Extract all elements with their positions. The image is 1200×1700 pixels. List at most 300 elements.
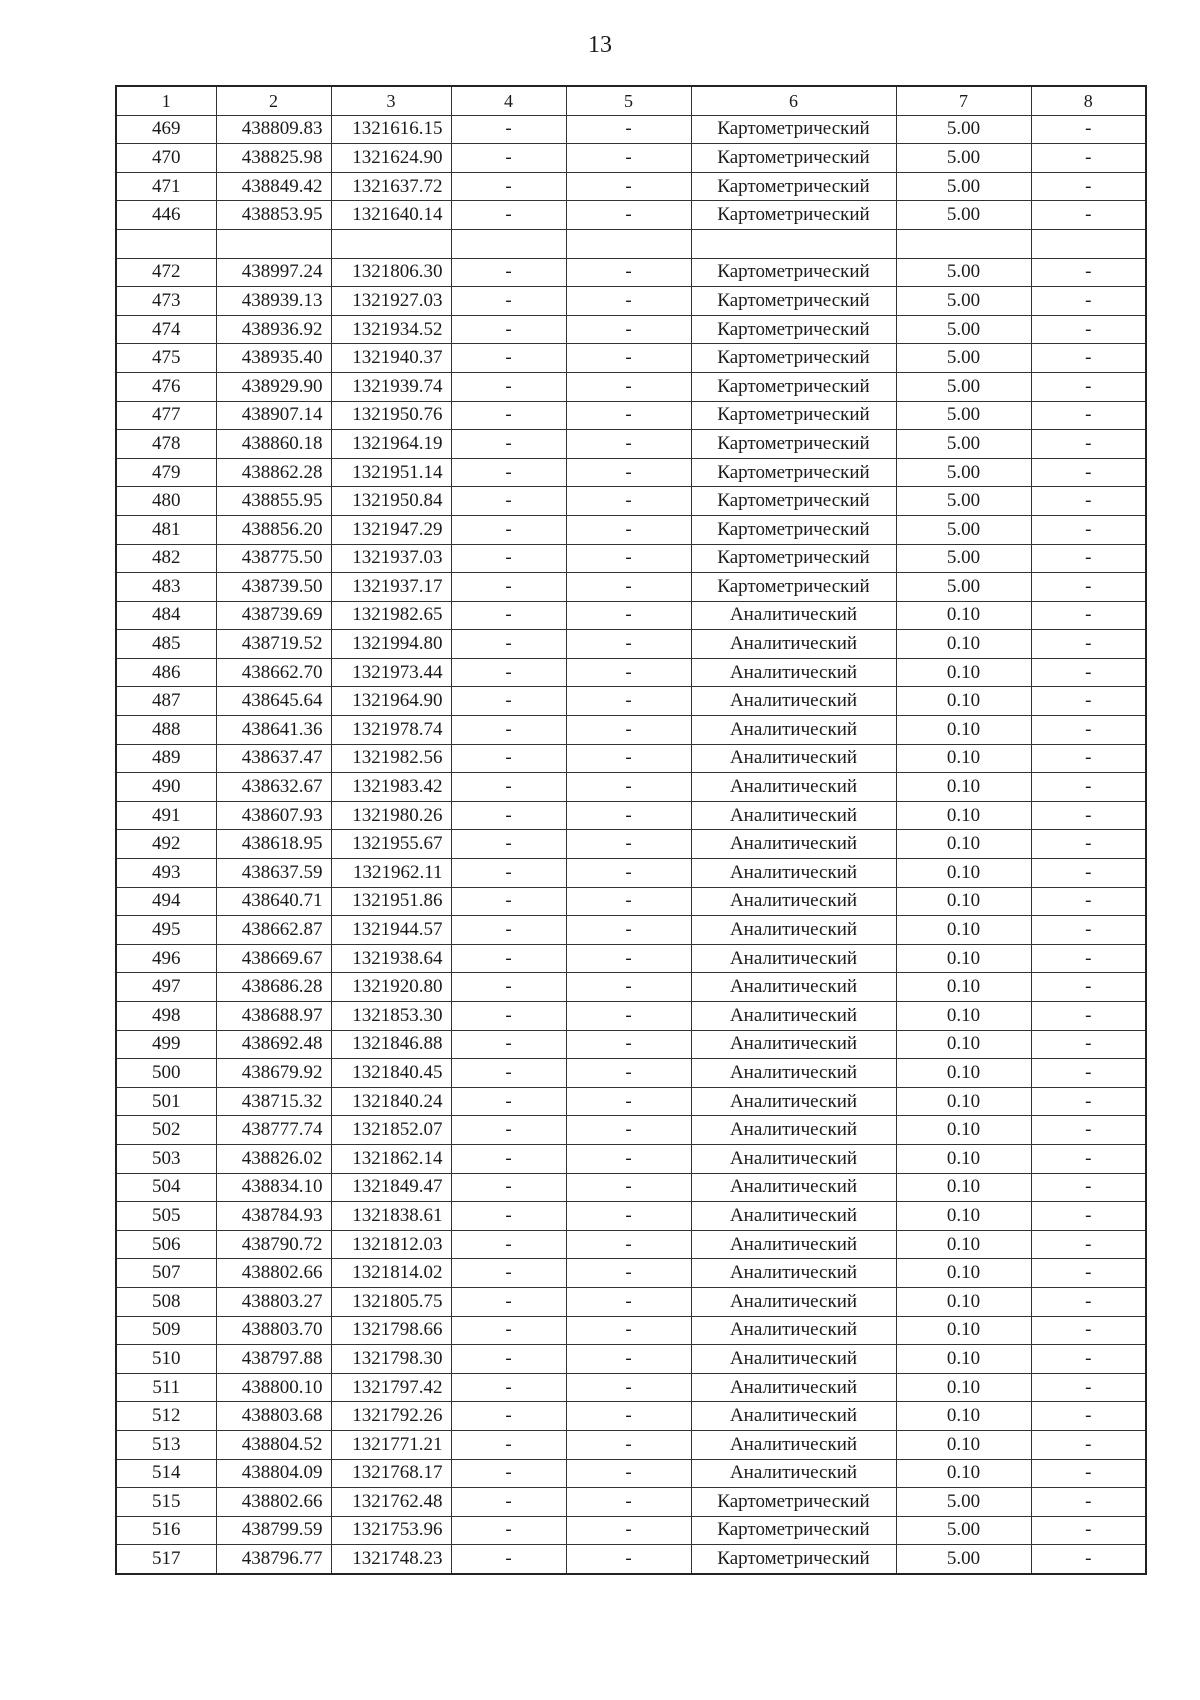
table-row (116, 916, 1146, 945)
table-row (116, 315, 1146, 344)
accuracy-cell: 5.00 (896, 458, 1031, 487)
column-8-cell: - (1031, 1516, 1146, 1545)
method-cell: Картометрический (691, 172, 896, 201)
point-number-cell: 510 (116, 1345, 216, 1374)
table-row (116, 1116, 1146, 1145)
table-row (116, 401, 1146, 430)
column-4-cell: - (451, 830, 566, 859)
method-cell: Аналитический (691, 1059, 896, 1088)
point-number-cell: 499 (116, 1030, 216, 1059)
column-8-cell: - (1031, 487, 1146, 516)
column-5-cell (566, 229, 691, 258)
column-5-cell: - (566, 172, 691, 201)
point-number-cell: 483 (116, 573, 216, 602)
column-4-cell: - (451, 315, 566, 344)
column-5-cell: - (566, 1516, 691, 1545)
column-8-cell: - (1031, 601, 1146, 630)
accuracy-cell: 0.10 (896, 1459, 1031, 1488)
y-coordinate-cell: 1321950.76 (331, 401, 451, 430)
column-8-cell: - (1031, 1173, 1146, 1202)
y-coordinate-cell: 1321805.75 (331, 1287, 451, 1316)
y-coordinate-cell: 1321920.80 (331, 973, 451, 1002)
x-coordinate-cell: 438775.50 (216, 544, 331, 573)
point-number-cell: 473 (116, 287, 216, 316)
column-4-cell: - (451, 658, 566, 687)
method-cell: Картометрический (691, 1545, 896, 1574)
accuracy-cell: 5.00 (896, 544, 1031, 573)
y-coordinate-cell: 1321798.66 (331, 1316, 451, 1345)
column-5-cell: - (566, 1345, 691, 1374)
column-5-cell: - (566, 1116, 691, 1145)
accuracy-cell: 5.00 (896, 1488, 1031, 1517)
accuracy-cell: 5.00 (896, 1545, 1031, 1574)
x-coordinate-cell: 438803.27 (216, 1287, 331, 1316)
point-number-cell: 477 (116, 401, 216, 430)
table-row (116, 830, 1146, 859)
column-5-cell: - (566, 1087, 691, 1116)
column-5-cell: - (566, 315, 691, 344)
column-8-cell: - (1031, 1144, 1146, 1173)
y-coordinate-cell: 1321944.57 (331, 916, 451, 945)
column-5-cell: - (566, 830, 691, 859)
table-row (116, 801, 1146, 830)
column-8-cell: - (1031, 1116, 1146, 1145)
coordinates-table (115, 85, 1147, 1575)
point-number-cell: 479 (116, 458, 216, 487)
method-cell: Картометрический (691, 544, 896, 573)
point-number-cell: 490 (116, 773, 216, 802)
table-row (116, 1459, 1146, 1488)
table-row (116, 430, 1146, 459)
column-5-cell: - (566, 744, 691, 773)
method-cell: Аналитический (691, 973, 896, 1002)
page-number: 13 (588, 32, 612, 58)
y-coordinate-cell: 1321964.90 (331, 687, 451, 716)
column-4-cell: - (451, 1430, 566, 1459)
column-5-cell: - (566, 687, 691, 716)
method-cell: Картометрический (691, 372, 896, 401)
column-4-cell: - (451, 1545, 566, 1574)
accuracy-cell: 5.00 (896, 1516, 1031, 1545)
point-number-cell: 469 (116, 115, 216, 144)
method-cell: Картометрический (691, 487, 896, 516)
column-8-cell: - (1031, 458, 1146, 487)
column-8-cell: - (1031, 1287, 1146, 1316)
column-8-cell: - (1031, 1316, 1146, 1345)
table-row (116, 1002, 1146, 1031)
x-coordinate-cell: 438679.92 (216, 1059, 331, 1088)
column-8-cell: - (1031, 716, 1146, 745)
x-coordinate-cell: 438688.97 (216, 1002, 331, 1031)
x-coordinate-cell: 438640.71 (216, 887, 331, 916)
table-row (116, 1402, 1146, 1431)
point-number-cell: 509 (116, 1316, 216, 1345)
column-4-cell: - (451, 1287, 566, 1316)
method-cell: Аналитический (691, 1345, 896, 1374)
column-5-cell: - (566, 1287, 691, 1316)
accuracy-cell: 5.00 (896, 515, 1031, 544)
accuracy-cell: 0.10 (896, 1202, 1031, 1231)
point-number-cell: 504 (116, 1173, 216, 1202)
column-4-cell: - (451, 515, 566, 544)
accuracy-cell: 0.10 (896, 687, 1031, 716)
column-4-cell: - (451, 630, 566, 659)
method-cell: Аналитический (691, 1259, 896, 1288)
column-4-cell: - (451, 544, 566, 573)
column-4-cell: - (451, 916, 566, 945)
column-4-cell: - (451, 115, 566, 144)
column-8-cell: - (1031, 658, 1146, 687)
y-coordinate-cell: 1321798.30 (331, 1345, 451, 1374)
column-4-cell: - (451, 973, 566, 1002)
table-row (116, 601, 1146, 630)
accuracy-cell: 0.10 (896, 1316, 1031, 1345)
column-5-cell: - (566, 1259, 691, 1288)
point-number-cell: 511 (116, 1373, 216, 1402)
y-coordinate-cell: 1321950.84 (331, 487, 451, 516)
table-row (116, 1144, 1146, 1173)
column-header-4: 4 (451, 86, 566, 115)
point-number-cell (116, 229, 216, 258)
method-cell: Аналитический (691, 630, 896, 659)
point-number-cell: 471 (116, 172, 216, 201)
column-5-cell: - (566, 430, 691, 459)
column-5-cell: - (566, 1488, 691, 1517)
column-5-cell: - (566, 1459, 691, 1488)
method-cell: Картометрический (691, 573, 896, 602)
table-row (116, 687, 1146, 716)
method-cell: Аналитический (691, 916, 896, 945)
accuracy-cell: 0.10 (896, 859, 1031, 888)
y-coordinate-cell: 1321748.23 (331, 1545, 451, 1574)
column-5-cell: - (566, 1059, 691, 1088)
column-4-cell: - (451, 287, 566, 316)
column-4-cell: - (451, 1230, 566, 1259)
column-8-cell: - (1031, 916, 1146, 945)
accuracy-cell: 0.10 (896, 1287, 1031, 1316)
y-coordinate-cell: 1321927.03 (331, 287, 451, 316)
column-4-cell: - (451, 887, 566, 916)
x-coordinate-cell: 438856.20 (216, 515, 331, 544)
y-coordinate-cell: 1321753.96 (331, 1516, 451, 1545)
y-coordinate-cell: 1321797.42 (331, 1373, 451, 1402)
column-5-cell: - (566, 1030, 691, 1059)
accuracy-cell: 0.10 (896, 887, 1031, 916)
column-4-cell: - (451, 401, 566, 430)
y-coordinate-cell: 1321640.14 (331, 201, 451, 230)
y-coordinate-cell: 1321838.61 (331, 1202, 451, 1231)
method-cell: Картометрический (691, 144, 896, 173)
column-8-cell: - (1031, 1345, 1146, 1374)
point-number-cell: 516 (116, 1516, 216, 1545)
column-5-cell: - (566, 544, 691, 573)
table-row (116, 458, 1146, 487)
accuracy-cell: 5.00 (896, 344, 1031, 373)
point-number-cell: 493 (116, 859, 216, 888)
y-coordinate-cell: 1321812.03 (331, 1230, 451, 1259)
accuracy-cell: 0.10 (896, 630, 1031, 659)
y-coordinate-cell: 1321853.30 (331, 1002, 451, 1031)
column-5-cell: - (566, 801, 691, 830)
y-coordinate-cell: 1321947.29 (331, 515, 451, 544)
column-8-cell: - (1031, 287, 1146, 316)
y-coordinate-cell: 1321792.26 (331, 1402, 451, 1431)
accuracy-cell: 5.00 (896, 258, 1031, 287)
y-coordinate-cell: 1321624.90 (331, 144, 451, 173)
column-5-cell: - (566, 1202, 691, 1231)
point-number-cell: 497 (116, 973, 216, 1002)
x-coordinate-cell (216, 229, 331, 258)
point-number-cell: 498 (116, 1002, 216, 1031)
point-number-cell: 484 (116, 601, 216, 630)
point-number-cell: 501 (116, 1087, 216, 1116)
column-4-cell: - (451, 859, 566, 888)
method-cell: Картометрический (691, 258, 896, 287)
point-number-cell: 506 (116, 1230, 216, 1259)
x-coordinate-cell: 438784.93 (216, 1202, 331, 1231)
x-coordinate-cell: 438739.50 (216, 573, 331, 602)
column-5-cell: - (566, 1230, 691, 1259)
accuracy-cell: 0.10 (896, 1345, 1031, 1374)
x-coordinate-cell: 438686.28 (216, 973, 331, 1002)
method-cell: Аналитический (691, 887, 896, 916)
column-4-cell: - (451, 1316, 566, 1345)
accuracy-cell: 0.10 (896, 601, 1031, 630)
table-row (116, 258, 1146, 287)
point-number-cell: 482 (116, 544, 216, 573)
point-number-cell: 472 (116, 258, 216, 287)
column-8-cell: - (1031, 1459, 1146, 1488)
column-4-cell: - (451, 487, 566, 516)
accuracy-cell: 0.10 (896, 1030, 1031, 1059)
column-8-cell: - (1031, 115, 1146, 144)
method-cell: Аналитический (691, 601, 896, 630)
accuracy-cell: 5.00 (896, 573, 1031, 602)
column-header-6: 6 (691, 86, 896, 115)
column-4-cell: - (451, 344, 566, 373)
column-4-cell: - (451, 1259, 566, 1288)
y-coordinate-cell: 1321934.52 (331, 315, 451, 344)
table-row (116, 544, 1146, 573)
method-cell: Картометрический (691, 1516, 896, 1545)
table-row (116, 229, 1146, 258)
table-row (116, 1087, 1146, 1116)
method-cell: Картометрический (691, 344, 896, 373)
y-coordinate-cell: 1321840.45 (331, 1059, 451, 1088)
x-coordinate-cell: 438796.77 (216, 1545, 331, 1574)
table-row (116, 515, 1146, 544)
column-8-cell: - (1031, 1545, 1146, 1574)
x-coordinate-cell: 438803.68 (216, 1402, 331, 1431)
column-5-cell: - (566, 601, 691, 630)
column-8-cell: - (1031, 1430, 1146, 1459)
y-coordinate-cell: 1321973.44 (331, 658, 451, 687)
method-cell: Аналитический (691, 944, 896, 973)
y-coordinate-cell: 1321978.74 (331, 716, 451, 745)
accuracy-cell: 0.10 (896, 1430, 1031, 1459)
column-5-cell: - (566, 515, 691, 544)
column-8-cell: - (1031, 430, 1146, 459)
column-4-cell: - (451, 1002, 566, 1031)
column-5-cell: - (566, 372, 691, 401)
accuracy-cell: 0.10 (896, 916, 1031, 945)
column-header-8: 8 (1031, 86, 1146, 115)
method-cell: Аналитический (691, 773, 896, 802)
point-number-cell: 488 (116, 716, 216, 745)
method-cell: Картометрический (691, 201, 896, 230)
column-8-cell: - (1031, 515, 1146, 544)
x-coordinate-cell: 438669.67 (216, 944, 331, 973)
point-number-cell: 494 (116, 887, 216, 916)
table-row (116, 716, 1146, 745)
x-coordinate-cell: 438715.32 (216, 1087, 331, 1116)
column-8-cell: - (1031, 1030, 1146, 1059)
column-8-cell: - (1031, 573, 1146, 602)
column-8-cell: - (1031, 944, 1146, 973)
column-header-7: 7 (896, 86, 1031, 115)
column-header-2: 2 (216, 86, 331, 115)
point-number-cell: 517 (116, 1545, 216, 1574)
column-5-cell: - (566, 716, 691, 745)
column-5-cell: - (566, 287, 691, 316)
column-8-cell: - (1031, 1488, 1146, 1517)
table-row (116, 1545, 1146, 1574)
method-cell: Картометрический (691, 115, 896, 144)
point-number-cell: 512 (116, 1402, 216, 1431)
accuracy-cell: 5.00 (896, 144, 1031, 173)
accuracy-cell: 0.10 (896, 1002, 1031, 1031)
column-8-cell: - (1031, 687, 1146, 716)
table-row (116, 115, 1146, 144)
column-4-cell: - (451, 372, 566, 401)
method-cell: Картометрический (691, 315, 896, 344)
column-5-cell: - (566, 1144, 691, 1173)
table-row (116, 658, 1146, 687)
accuracy-cell: 5.00 (896, 487, 1031, 516)
column-5-cell: - (566, 1545, 691, 1574)
accuracy-cell: 0.10 (896, 1087, 1031, 1116)
y-coordinate-cell: 1321852.07 (331, 1116, 451, 1145)
column-5-cell: - (566, 630, 691, 659)
column-5-cell: - (566, 258, 691, 287)
column-4-cell: - (451, 744, 566, 773)
column-4-cell: - (451, 1059, 566, 1088)
column-8-cell: - (1031, 315, 1146, 344)
column-header-5: 5 (566, 86, 691, 115)
table-row (116, 1488, 1146, 1517)
method-cell: Аналитический (691, 658, 896, 687)
accuracy-cell: 5.00 (896, 201, 1031, 230)
column-5-cell: - (566, 144, 691, 173)
accuracy-cell: 0.10 (896, 716, 1031, 745)
accuracy-cell: 0.10 (896, 1259, 1031, 1288)
column-5-cell: - (566, 1402, 691, 1431)
column-5-cell: - (566, 401, 691, 430)
x-coordinate-cell: 438826.02 (216, 1144, 331, 1173)
column-8-cell: - (1031, 1230, 1146, 1259)
x-coordinate-cell: 438662.87 (216, 916, 331, 945)
accuracy-cell: 0.10 (896, 658, 1031, 687)
method-cell: Картометрический (691, 430, 896, 459)
x-coordinate-cell: 438719.52 (216, 630, 331, 659)
point-number-cell: 485 (116, 630, 216, 659)
column-8-cell: - (1031, 258, 1146, 287)
point-number-cell: 513 (116, 1430, 216, 1459)
table-header-row (116, 86, 1146, 115)
x-coordinate-cell: 438777.74 (216, 1116, 331, 1145)
y-coordinate-cell: 1321955.67 (331, 830, 451, 859)
x-coordinate-cell: 438804.52 (216, 1430, 331, 1459)
column-5-cell: - (566, 573, 691, 602)
column-4-cell: - (451, 430, 566, 459)
point-number-cell: 486 (116, 658, 216, 687)
x-coordinate-cell: 438637.59 (216, 859, 331, 888)
column-8-cell: - (1031, 172, 1146, 201)
y-coordinate-cell: 1321982.56 (331, 744, 451, 773)
y-coordinate-cell: 1321983.42 (331, 773, 451, 802)
method-cell: Аналитический (691, 1402, 896, 1431)
method-cell: Аналитический (691, 1287, 896, 1316)
y-coordinate-cell: 1321616.15 (331, 115, 451, 144)
x-coordinate-cell: 438834.10 (216, 1173, 331, 1202)
accuracy-cell: 0.10 (896, 773, 1031, 802)
column-5-cell: - (566, 1002, 691, 1031)
column-5-cell: - (566, 916, 691, 945)
column-4-cell: - (451, 172, 566, 201)
table-row (116, 1316, 1146, 1345)
x-coordinate-cell: 438849.42 (216, 172, 331, 201)
point-number-cell: 480 (116, 487, 216, 516)
column-8-cell: - (1031, 1402, 1146, 1431)
method-cell: Картометрический (691, 458, 896, 487)
x-coordinate-cell: 438853.95 (216, 201, 331, 230)
table-row (116, 1259, 1146, 1288)
table-row (116, 1173, 1146, 1202)
x-coordinate-cell: 438997.24 (216, 258, 331, 287)
method-cell: Аналитический (691, 801, 896, 830)
method-cell: Аналитический (691, 1373, 896, 1402)
x-coordinate-cell: 438607.93 (216, 801, 331, 830)
table-row (116, 859, 1146, 888)
x-coordinate-cell: 438692.48 (216, 1030, 331, 1059)
y-coordinate-cell: 1321862.14 (331, 1144, 451, 1173)
method-cell: Аналитический (691, 1316, 896, 1345)
table-row (116, 1202, 1146, 1231)
x-coordinate-cell: 438803.70 (216, 1316, 331, 1345)
table-row (116, 630, 1146, 659)
column-4-cell: - (451, 801, 566, 830)
table-body (116, 86, 1146, 1574)
y-coordinate-cell: 1321994.80 (331, 630, 451, 659)
column-header-3: 3 (331, 86, 451, 115)
point-number-cell: 476 (116, 372, 216, 401)
column-4-cell: - (451, 1488, 566, 1517)
x-coordinate-cell: 438804.09 (216, 1459, 331, 1488)
accuracy-cell: 0.10 (896, 1402, 1031, 1431)
point-number-cell: 515 (116, 1488, 216, 1517)
method-cell: Аналитический (691, 1202, 896, 1231)
point-number-cell: 514 (116, 1459, 216, 1488)
method-cell: Аналитический (691, 1002, 896, 1031)
column-4-cell: - (451, 1030, 566, 1059)
column-8-cell: - (1031, 544, 1146, 573)
column-5-cell: - (566, 115, 691, 144)
accuracy-cell: 0.10 (896, 744, 1031, 773)
column-4-cell: - (451, 573, 566, 602)
table-row (116, 773, 1146, 802)
table-row (116, 1059, 1146, 1088)
column-4-cell (451, 229, 566, 258)
